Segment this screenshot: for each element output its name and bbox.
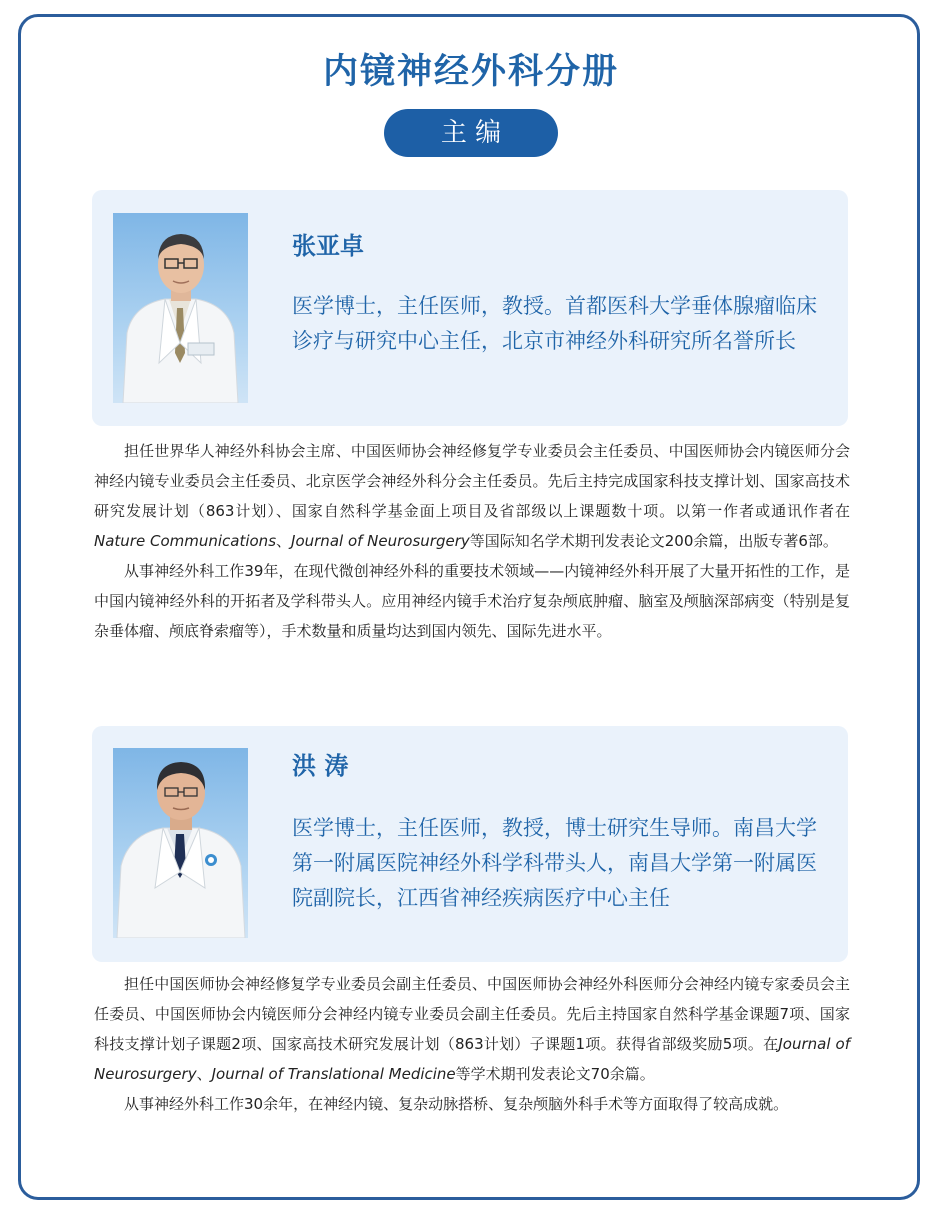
journal-name: Journal of Translational Medicine	[211, 1065, 456, 1083]
section-label: 主 编	[384, 109, 558, 157]
bio-text: 担任中国医师协会神经修复学专业委员会副主任委员、中国医师协会神经外科医师分会神经内镜专家委员会主任委员、中国医师协会内镜医师分会神经内镜专业委员会副主任委员。先后主持国家自然科学基金课题7项、国家科技支撑计划子课题2项、国家高技术研究发展计划（863计划）子课题1项。获得省部级奖励5项。在	[94, 975, 850, 1053]
page-title: 内镜神经外科分册	[322, 52, 619, 92]
editor-bio-1-para-2: 从事神经外科工作39年，在现代微创神经外科的重要技术领域——内镜神经外科开展了大量开拓性的工作，是中国内镜神经外科的开拓者及学科带头人。应用神经内镜手术治疗复杂颅底肿瘤、脑室及颅脑深部病变（特别是复杂垂体瘤、颅底脊索瘤等），手术数量和质量均达到国内领先、国际先进水平。	[94, 562, 850, 640]
bio-text: 、	[196, 1065, 212, 1083]
editor-summary-1: 医学博士，主任医师，教授。首都医科大学垂体腺瘤临床诊疗与研究中心主任，北京市神经外科研究所名誉所长	[292, 294, 817, 353]
editor-bio-2-para-2: 从事神经外科工作30余年，在神经内镜、复杂动脉搭桥、复杂颅脑外科手术等方面取得了较高成就。	[124, 1095, 789, 1113]
editor-card-2	[92, 726, 848, 962]
editor-summary-2: 医学博士，主任医师，教授，博士研究生导师。南昌大学第一附属医院神经外科学科带头人，南昌大学第一附属医院副院长，江西省神经疾病医疗中心主任	[292, 816, 817, 910]
bio-text: 等学术期刊发表论文70余篇。	[455, 1065, 655, 1083]
bio-text: 担任世界华人神经外科协会主席、中国医师协会神经修复学专业委员会主任委员、中国医师协会内镜医师分会神经内镜专业委员会主任委员、北京医学会神经外科分会主任委员。先后主持完成国家科技支撑计划、国家高技术研究发展计划（863计划）、国家自然科学基金面上项目及省部级以上课题数十项。以第一作者或通讯作者在	[94, 442, 850, 520]
editor-bio-2	[94, 969, 850, 1119]
doctor-portrait-icon	[113, 748, 248, 938]
editor-bio-1	[94, 436, 850, 646]
editor-name-1: 张亚卓	[292, 232, 364, 260]
journal-name: Journal of Neurosurgery	[94, 1035, 850, 1083]
bio-text: 等国际知名学术期刊发表论文200余篇，出版专著6部。	[469, 532, 838, 550]
editor-photo-1	[113, 213, 248, 403]
editor-bio-1-para-1	[94, 436, 850, 556]
editor-card-1	[92, 190, 848, 426]
editor-name-2: 洪 涛	[292, 752, 349, 780]
doctor-portrait-icon	[113, 213, 248, 403]
bio-text: 、	[276, 532, 292, 550]
editor-photo-2	[113, 748, 248, 938]
journal-name: Journal of Neurosurgery	[291, 532, 470, 550]
journal-name: Nature Communications	[94, 532, 277, 550]
editor-bio-2-para-1	[94, 969, 850, 1089]
